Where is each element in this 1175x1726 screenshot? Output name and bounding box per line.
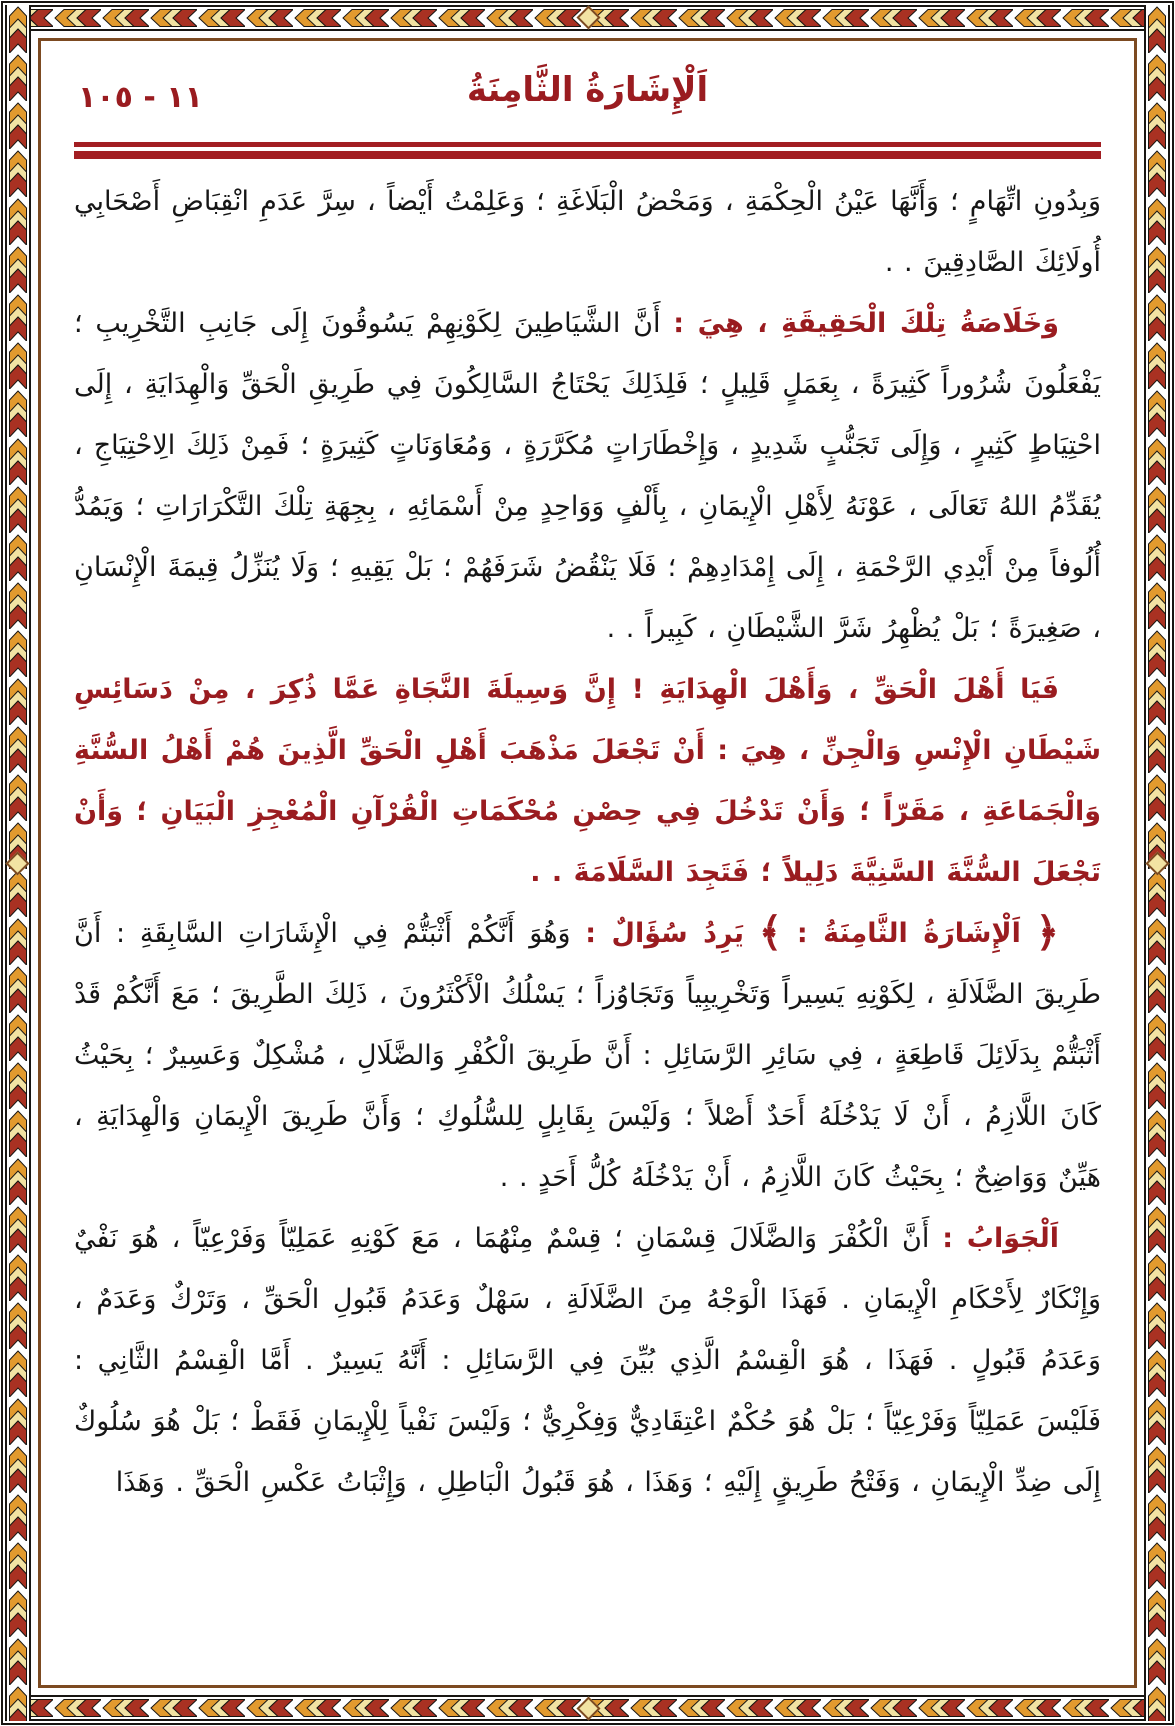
paragraph-4: [74, 903, 1101, 1208]
ornate-bracket-open-icon: ﴿: [1035, 910, 1059, 956]
page-number: ١١ - ١٠٥: [78, 80, 203, 115]
paragraph-5-text: أَنَّ الْكُفْرَ وَالضَّلَالَ قِسْمَانِ ؛ قِسْمٌ مِنْهُمَا ، مَعَ كَوْنِهِ عَمَلِيّاً وَفَرْعِيّاً ، هُوَ نَفْيٌ وَإِنْكَارٌ لِأَحْكَامِ الْإِيمَانِ . فَهَذَا الْوَجْهُ مِنَ الضَّلَالَةِ ، سَهْلٌ وَعَدَمُ قَبُولِ الْحَقِّ ، وَتَرْكٌ وَعَدَمٌ ، وَعَدَمُ قَبُولٍ . فَهَذَا ، هُوَ الْقِسْمُ الَّذِي بُيِّنَ فِي الرَّسَائِلِ : أَنَّهُ يَسِيرٌ . أَمَّا الْقِسْمُ الثَّانِي : فَلَيْسَ عَمَلِيّاً وَفَرْعِيّاً ؛ بَلْ هُوَ حُكْمٌ اعْتِقَادِيٌّ وَفِكْرِيٌّ ؛ وَلَيْسَ نَفْياً لِلْإِيمَانِ فَقَطْ ؛ بَلْ هُوَ سُلُوكٌ إِلَى ضِدِّ الْإِيمَانِ ، وَفَتْحُ طَرِيقٍ إِلَيْهِ ؛ وَهَذَا ، هُوَ قَبُولُ الْبَاطِلِ ، وَإِثْبَاتُ عَكْسِ الْحَقِّ . وَهَذَا: [74, 1223, 1101, 1498]
paragraph-2: [74, 293, 1101, 659]
body-text: [74, 171, 1101, 1513]
paragraph-4-lead: يَرِدُ سُؤَالٌ :: [585, 918, 744, 949]
paragraph-4-heading: اَلْإِشَارَةُ الثَّامِنَةُ :: [796, 918, 1021, 949]
paragraph-3: [74, 659, 1101, 903]
page-content: [44, 44, 1131, 1682]
paragraph-1-text: وَبِدُونِ اتِّهَامٍ ؛ وَأَنَّهَا عَيْنُ الْحِكْمَةِ ، وَمَحْضُ الْبَلَاغَةِ ؛ وَعَلِمْتُ أَيْضاً ، سِرَّ عَدَمِ انْقِبَاضِ أَصْحَابِي أُولَائِكَ الصَّادِقِينَ . .: [74, 186, 1101, 278]
page-header: [74, 66, 1101, 140]
paragraph-4-text: وَهُوَ أَنَّكُمْ أَثْبَتُّمْ فِي الْإِشَارَاتِ السَّابِقَةِ : أَنَّ طَرِيقَ الضَّلَالَةِ ، لِكَوْنِهِ يَسِيراً وَتَخْرِيبِياً وَتَجَاوُزاً ؛ يَسْلُكُ الْأَكْثَرُونَ ، ذَلِكَ الطَّرِيقَ ؛ مَعَ أَنَّكُمْ قَدْ أَثْبَتُّمْ بِدَلَائِلَ قَاطِعَةٍ ، فِي سَائِرِ الرَّسَائِلِ : أَنَّ طَرِيقَ الْكُفْرِ وَالضَّلَالِ ، مُشْكِلٌ وَعَسِيرٌ ؛ بِحَيْثُ كَانَ اللَّازِمُ ، أَنْ لَا يَدْخُلَهُ أَحَدٌ أَصْلاً ؛ وَلَيْسَ بِقَابِلٍ لِلسُّلُوكِ ؛ وَأَنَّ طَرِيقَ الْإِيمَانِ وَالْهِدَايَةِ ، هَيِّنٌ وَوَاضِحٌ ؛ بِحَيْثُ كَانَ اللَّازِمُ ، أَنْ يَدْخُلَهُ كُلُّ أَحَدٍ . .: [74, 918, 1101, 1193]
paragraph-5-lead: اَلْجَوَابُ :: [942, 1223, 1059, 1254]
header-divider: [74, 142, 1101, 159]
ornate-bracket-close-icon: ﴾: [758, 910, 783, 956]
paragraph-5: [74, 1208, 1101, 1513]
page-title: اَلْإِشَارَةُ الثَّامِنَةُ: [466, 70, 709, 110]
paragraph-2-lead: وَخَلَاصَةُ تِلْكَ الْحَقِيقَةِ ، هِيَ :: [673, 308, 1059, 339]
paragraph-1: [74, 171, 1101, 293]
paragraph-2-text: أَنَّ الشَّيَاطِينَ لِكَوْنِهِمْ يَسُوقُونَ إِلَى جَانِبِ التَّخْرِيبِ ؛ يَفْعَلُونَ شُرُوراً كَثِيرَةً ، بِعَمَلٍ قَلِيلٍ ؛ فَلِذَلِكَ يَحْتَاجُ السَّالِكُونَ فِي طَرِيقِ الْحَقِّ وَالْهِدَايَةِ ، إِلَى احْتِيَاطٍ كَثِيرٍ ، وَإِلَى تَجَنُّبٍ شَدِيدٍ ، وَإِخْطَارَاتٍ مُكَرَّرَةٍ ، وَمُعَاوَنَاتٍ كَثِيرَةٍ ؛ فَمِنْ ذَلِكَ الِاحْتِيَاجِ ، يُقَدِّمُ اللهُ تَعَالَى ، عَوْنَهُ لِأَهْلِ الْإِيمَانِ ، بِأَلْفٍ وَوَاحِدٍ مِنْ أَسْمَائِهِ ، بِجِهَةِ تِلْكَ التَّكْرَارَاتِ ؛ وَيَمُدُّ أُلُوفاً مِنْ أَيْدِي الرَّحْمَةِ ، إِلَى إِمْدَادِهِمْ ؛ فَلَا يَنْقُضُ شَرَفَهُمْ ؛ بَلْ يَقِيهِ ؛ وَلَا يُنَزِّلُ قِيمَةَ الْإِنْسَانِ ، صَغِيرَةً ؛ بَلْ يُظْهِرُ شَرَّ الشَّيْطَانِ ، كَبِيراً . .: [74, 308, 1101, 644]
divider-bar-thick: [74, 151, 1101, 159]
paragraph-3-text: فَيَا أَهْلَ الْحَقِّ ، وَأَهْلَ الْهِدَايَةِ ! إِنَّ وَسِيلَةَ النَّجَاةِ عَمَّا ذُكِرَ ، مِنْ دَسَائِسِ شَيْطَانِ الْإِنْسِ وَالْجِنِّ ، هِيَ : أَنْ تَجْعَلَ مَذْهَبَ أَهْلِ الْحَقِّ الَّذِينَ هُمْ أَهْلُ السُّنَّةِ وَالْجَمَاعَةِ ، مَقَرّاً ؛ وَأَنْ تَدْخُلَ فِي حِصْنِ مُحْكَمَاتِ الْقُرْآنِ الْمُعْجِزِ الْبَيَانِ ؛ وَأَنْ تَجْعَلَ السُّنَّةَ السَّنِيَّةَ دَلِيلاً ؛ فَتَجِدَ السَّلَامَةَ . .: [74, 674, 1101, 888]
